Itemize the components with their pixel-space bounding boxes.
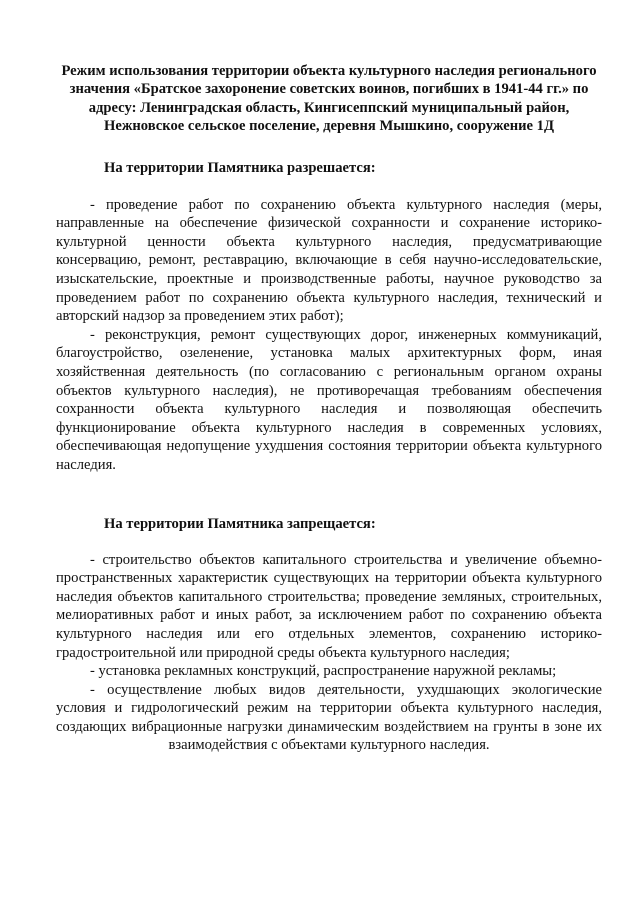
forbidden-item: - строительство объектов капитального строительства и увеличение объемно-пространственных характеристик существующих на территории объекта культурного наследия объектов капитального строительства; проведение земляных, строительных, мелиоративных работ и иных работ, за исключением работ по сохранению объекта культурного наследия или его отдельных элементов, сохранению историко-градостроительной или природной среды объекта культурного наследия; [56,551,602,661]
forbidden-list [56,551,602,756]
forbidden-item: - осуществление любых видов деятельности, ухудшающих экологические условия и гидрологический режим на территории объекта культурного наследия, создающих вибрационные нагрузки динамическим воздействием на грунты в зоне их взаимодействия с объектами культурного наследия. [56,681,602,754]
document-page [56,62,602,755]
forbidden-section-heading: На территории Памятника запрещается: [104,515,376,532]
allowed-list [56,196,602,475]
allowed-item: - проведение работ по сохранению объекта культурного наследия (меры, направленные на обеспечение физической сохранности и сохранение историко-культурной ценности объекта культурного наследия, предусматривающие консервацию, ремонт, реставрацию, включающие в себя научно-исследовательские, изыскательские, проектные и производственные работы, научное руководство за проведением работ по сохранению объекта культурного наследия, технический и авторский надзор за проведением этих работ); [56,196,602,325]
forbidden-item: - установка рекламных конструкций, распространение наружной рекламы; [90,663,557,680]
allowed-item: - реконструкция, ремонт существующих дорог, инженерных коммуникаций, благоустройство, озеленение, установка малых архитектурных форм, иная хозяйственная деятельность (по согласованию с региональным органом охраны объектов культурного наследия), не противоречащая требованиям обеспечения сохранности объекта культурного наследия и позволяющая обеспечить функционирование объекта культурного наследия в современных условиях, обеспечивающая недопущение ухудшения состояния территории объекта культурного наследия. [56,326,602,473]
document-title: Режим использования территории объекта культурного наследия регионального значения «Братское захоронение советских воинов, погибших в 1941-44 гг.» по адресу: Ленинградская область, Кингисеппский муниципальный район, Нежновское сельское поселение, деревня Мышкино, сооружение 1Д [61,63,597,135]
allowed-section-heading: На территории Памятника разрешается: [104,159,376,176]
